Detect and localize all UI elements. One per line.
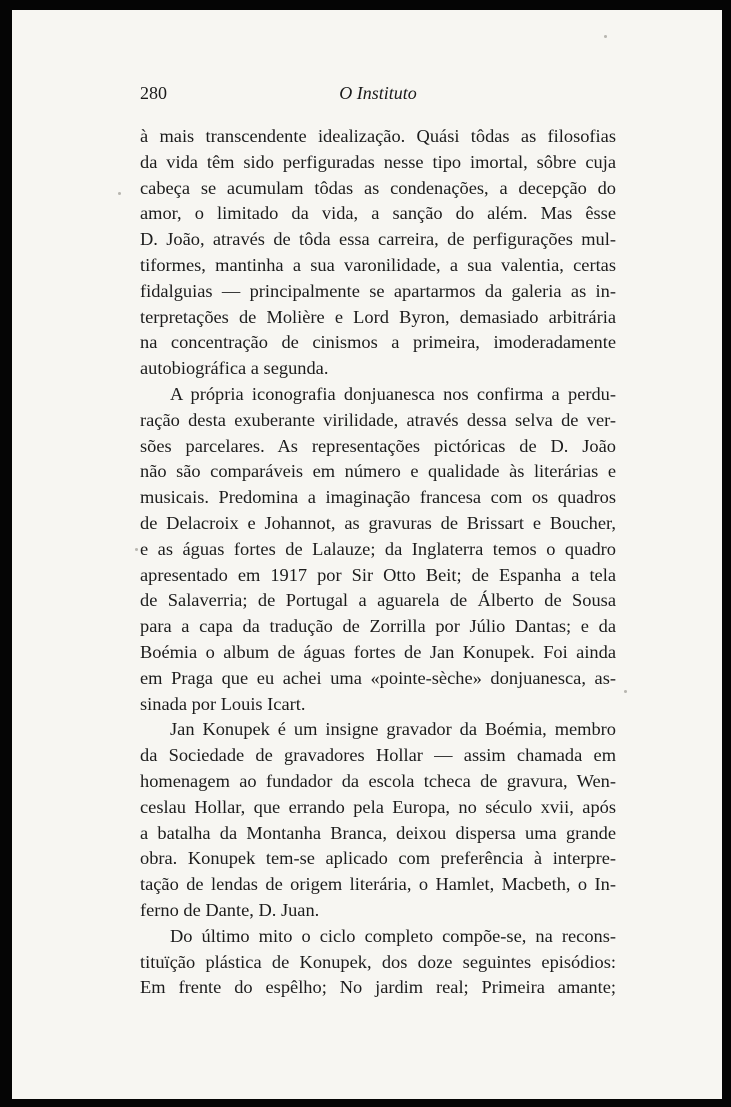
text-line: tação de lendas de origem literária, o Hamlet, Macbeth, o In-	[140, 874, 616, 895]
text-line: a batalha da Montanha Branca, deixou dispersa uma grande	[140, 822, 616, 843]
text-line: sinada por Louis Icart.	[140, 693, 306, 714]
text-line: Do último mito o ciclo completo compõe-se, na recons-	[170, 925, 616, 946]
text-line: autobiográfica a segunda.	[140, 358, 329, 379]
text-line: para a capa da tradução de Zorrilla por Júlio Dantas; e da	[140, 616, 616, 637]
text-line: obra. Konupek tem-se aplicado com preferência à interpre-	[140, 848, 616, 869]
text-line: terpretações de Molière e Lord Byron, demasiado arbitrária	[140, 306, 616, 327]
text-line: à mais transcendente idealização. Quási tôdas as filosofias	[140, 126, 616, 146]
page-header	[140, 83, 616, 107]
text-line: Em frente do espêlho; No jardim real; Primeira amante;	[140, 977, 616, 998]
text-line: da vida têm sido perfiguradas nesse tipo imortal, sôbre cuja	[140, 151, 616, 172]
text-line: na concentração de cinismos a primeira, imoderadamente	[140, 332, 616, 353]
body-text	[140, 124, 616, 1001]
text-line: de Salaverria; de Portugal a aguarela de Álberto de Sousa	[140, 590, 616, 611]
text-line: cabeça se acumulam tôdas as condenações, a decepção do	[140, 177, 616, 198]
text-line: musicais. Predomina a imaginação francesa com os quadros	[140, 487, 616, 508]
paper-speck	[624, 690, 627, 693]
text-line: D. João, através de tôda essa carreira, de perfigurações mul-	[140, 229, 616, 250]
text-line: não são comparáveis em número e qualidade às literárias e	[140, 461, 616, 482]
text-line: A própria iconografia donjuanesca nos confirma a perdu-	[170, 383, 616, 404]
text-line: fidalguias — principalmente se apartarmos da galeria as in-	[140, 280, 616, 301]
text-line: Boémia o album de águas fortes de Jan Konupek. Foi ainda	[140, 641, 616, 662]
running-title: O Instituto	[339, 83, 417, 103]
text-line: sões parcelares. As representações pictóricas de D. João	[140, 435, 616, 456]
text-line: Jan Konupek é um insigne gravador da Boémia, membro	[170, 719, 616, 740]
text-line: tituïção plástica de Konupek, dos doze seguintes episódios:	[140, 951, 616, 972]
text-line: e as águas fortes de Lalauze; da Inglaterra temos o quadro	[140, 538, 616, 559]
text-line: amor, o limitado da vida, a sanção do além. Mas êsse	[140, 203, 616, 224]
text-line: ração desta exuberante virilidade, através dessa selva de ver-	[140, 409, 616, 430]
text-line: ceslau Hollar, que errando pela Europa, no século xvii, após	[140, 796, 616, 817]
text-line: da Sociedade de gravadores Hollar — assim chamada em	[140, 745, 616, 766]
text-line: ferno de Dante, D. Juan.	[140, 899, 320, 920]
paper-speck	[604, 35, 607, 38]
paper-speck	[118, 192, 121, 195]
text-line: de Delacroix e Johannot, as gravuras de Brissart e Boucher,	[140, 512, 616, 533]
text-line: apresentado em 1917 por Sir Otto Beit; de Espanha a tela	[140, 564, 616, 585]
paper-speck	[135, 548, 138, 551]
text-line: tiformes, mantinha a sua varonilidade, a sua valentia, certas	[140, 254, 616, 275]
page-number: 280	[140, 83, 167, 103]
text-line: em Praga que eu achei uma «pointe-sèche» donjuanesca, as-	[140, 667, 616, 688]
text-line: homenagem ao fundador da escola tcheca de gravura, Wen-	[140, 770, 616, 791]
